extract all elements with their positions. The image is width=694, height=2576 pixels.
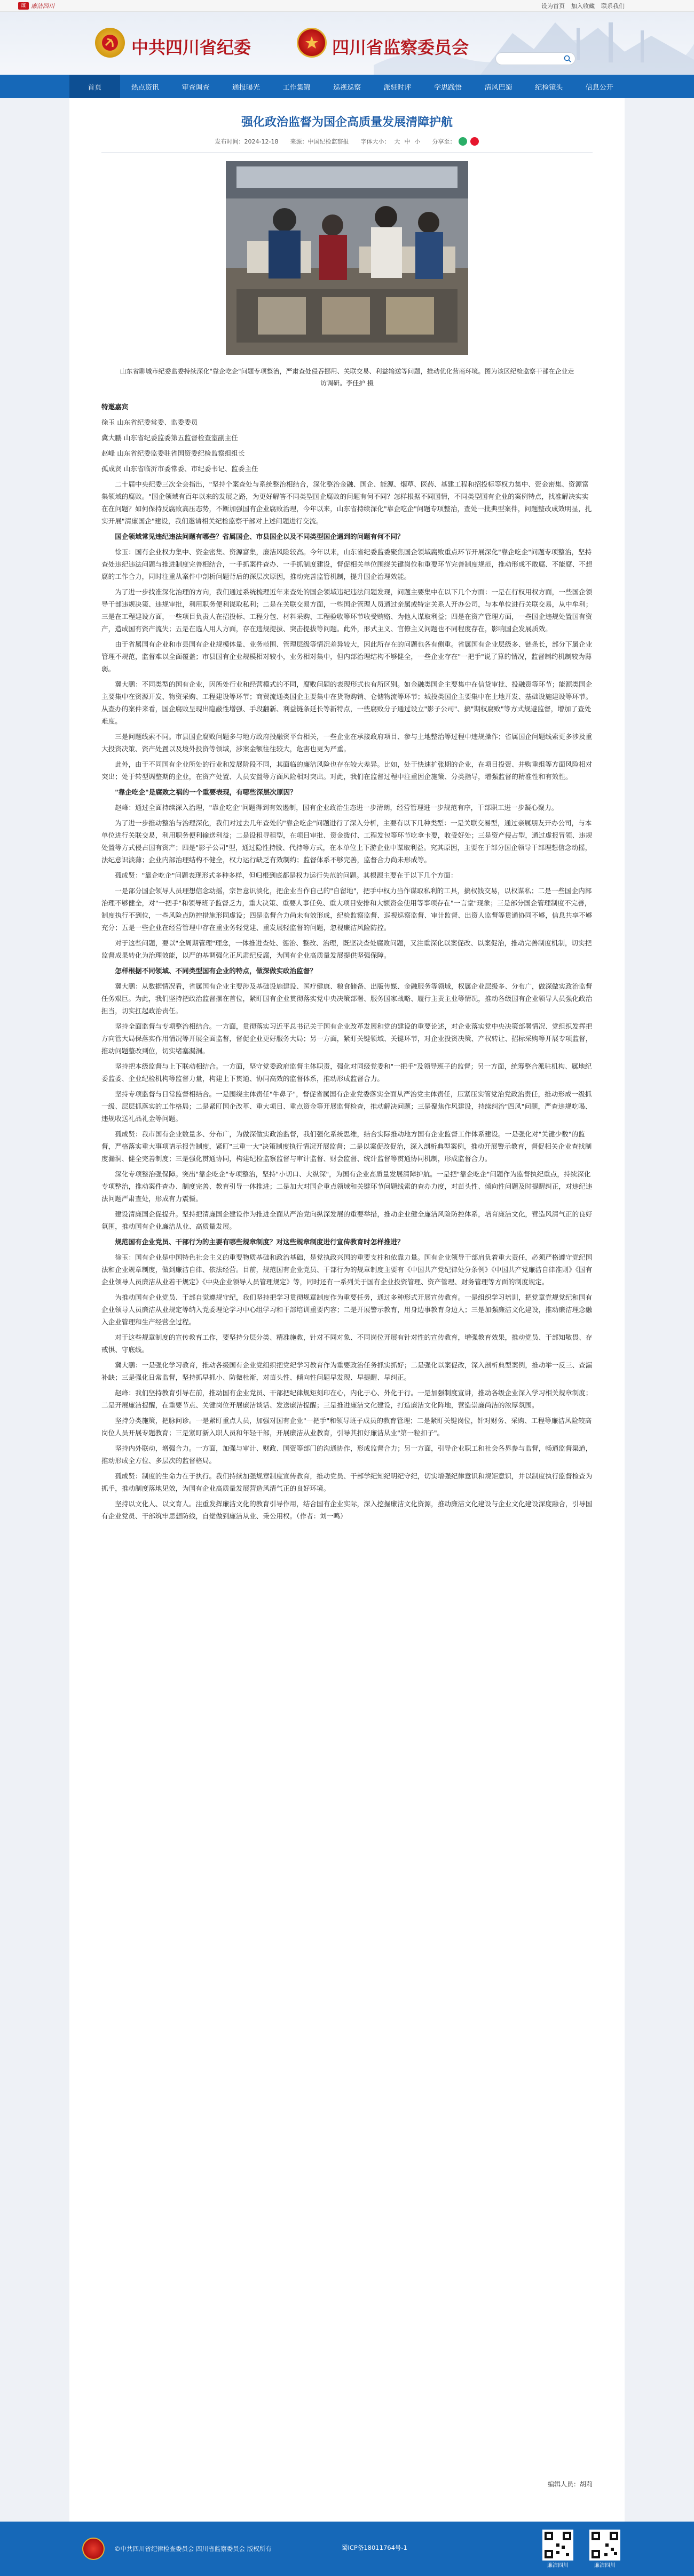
top-strip [0,0,694,12]
nav-item-investigation[interactable]: 审查调查 [182,83,210,92]
article-meta [101,137,593,146]
body-paragraph: 徐玉：国有企业是中国特色社会主义的重要物质基础和政治基础，是党执政兴国的重要支柱和依靠力量。国有企业领导干部肩负着重大责任，必须严格遵守党纪国法和企业规章制度，做到廉洁自律、依法经营。目前，规范国有企业党员、干部行为的规章制度主要有《中国共产党纪律处分条例》《中国共产党廉洁自律准则》《国有企业领导人员廉洁从业若干规定》《中央企业领导人员管理规定》等，同时还有一系列关于国有企业投资管理、资产管理、财务管理等方面的制度规定。 [101,1253,593,1286]
body-paragraph: 二十届中央纪委三次全会指出，"坚持个案查处与系统整治相结合，深化整治金融、国企、能源、烟草、医药、基建工程和招投标等权力集中、资金密集、资源富集领域的腐败。"国企领域有百年以来的发展之路，为更好解答不同类型国企腐败的问题有何不同？怎样根据不同国情，不同类型国有企业的案例特点，找准解决实实在在问题？如何保持反腐败高压态势，不断加强国有企业腐败治理，今年以来，山东省持续深化"靠企吃企"问题专项整治，查处一批典型案件，问题整改成效明显，扎实开展"清廉国企"建设，我们邀请相关纪检监察干部对上述问题进行交流。 [101,480,592,525]
wechat-share-icon[interactable] [459,137,467,146]
search-box [495,52,573,65]
qr-codes [542,2530,620,2569]
footer-copyright: ©中共四川省纪律检查委员会 四川省监察委员会 版权所有 [114,2545,272,2553]
body-paragraph: 坚持内外联动，增强合力。一方面，加强与审计、财政、国资等部门的沟通协作，形成监督合力；另一方面，引导企业职工和社会各界参与监督，畅通监督渠道，推动形成全方位、多层次的监督格局。 [101,1444,593,1465]
party-emblem-icon [95,28,125,58]
qr-label-2: 廉洁四川 [594,2562,616,2569]
body-paragraph: 冀大鹏：不同类型的国有企业，因所处行业和经营模式的不同，腐败问题的表现形式也有所区别。如金融类国企主要集中在信贷审批、投融资等环节；能源类国企主要集中在资源开发、物资采购、工程建设等环节；商贸流通类国企主要集中在货物购销、仓储物流等环节；城投类国企主要集中在土地开发、基础设施建设等环节。从查办的案件来看，国企腐败呈现出隐蔽性增强、手段翻新、利益链条延长等新特点，一些腐败分子通过设立"影子公司"、搞"期权腐败"等方式规避监督，增加了查处难度。 [101,680,593,725]
brand-name: 廉洁四川 [31,2,54,10]
footer-icp[interactable]: 蜀ICP备18011764号-1 [342,2544,407,2551]
nav-item-study[interactable]: 学思践悟 [434,83,462,92]
weibo-share-icon[interactable] [470,137,479,146]
nav-item-work-highlights[interactable]: 工作集锦 [282,83,311,92]
contact-link[interactable]: 联系我们 [601,2,625,10]
body-paragraph: 徐玉：国有企业权力集中、资金密集、资源富集，廉洁风险较高。今年以来，山东省纪委监委聚焦国企领域腐败重点环节开展深化"靠企吃企"问题专项整治，坚持查处违纪违法问题与推进制度完善相结合，一手抓案件查办、一手抓制度建设，督促相关单位围绕关键岗位和重要环节完善制度规范，推动形成不敢腐、不能腐、不想腐的工作合力，同时注重从案件中剖析问题背后的深层次原因，推动完善监管机制，提升国企治理效能。 [101,548,593,581]
body-paragraph: 赵峰 山东省纪委监委驻省国资委纪检监察组组长 [101,449,245,457]
body-paragraph: 孤成贤：制度的生命力在于执行。我们持续加强规章制度宣传教育，推动党员、干部学纪知纪明纪守纪，切实增强纪律意识和规矩意识，并以制度执行监督检查为抓手，推动制度落地见效，为国有企业高质量发展营造风清气正的良好环境。 [101,1472,593,1492]
body-paragraph: 建设清廉国企促提升。坚持把清廉国企建设作为推进全面从严治党向纵深发展的重要举措，推动企业健全廉洁风险防控体系，培育廉洁文化，营造风清气正的良好氛围，推动国有企业廉洁从业、高质量发展。 [101,1210,593,1230]
body-paragraph: 三是问题线索不同。市县国企腐败问题多与地方政府投融资平台相关，一些企业在承接政府项目、参与土地整治等过程中违规操作；省属国企问题线索更多涉及重大投资决策、资产处置以及境外投资等领域，涉案金额往往较大，危害也更为严重。 [101,733,593,753]
font-size-controls [360,137,420,146]
font-size-small[interactable]: 小 [414,138,421,145]
question-heading: 规范国有企业党员、干部行为的主要有哪些规章制度？对这些规章制度进行宣传教育时怎样推进？ [115,1238,404,1246]
body-paragraph: 为推动国有企业党员、干部自觉遵规守纪，我们坚持把学习贯彻规章制度作为重要任务，通过多种形式开展宣传教育。一是组织学习培训，把党章党规党纪和国有企业领导人员廉洁从业规定等纳入党委理论学习中心组学习和干部培训重要内容；二是开展警示教育，用身边事教育身边人；三是加强廉洁文化建设，推动廉洁理念融入企业管理和生产经营全过程。 [101,1293,593,1326]
state-emblem-icon [297,28,327,58]
nav-item-hot-news[interactable]: 热点资讯 [131,83,159,92]
nav-item-home[interactable]: 首页 [69,75,120,98]
qr-code-icon [542,2530,573,2561]
body-paragraph: 孤成贤："靠企吃企"问题表现形式多种多样，但归根到底都是权力运行失范的问题。其根源主要在于以下几个方面： [115,871,458,879]
search-icon[interactable] [562,53,573,65]
photo-caption: 山东省聊城市纪委监委持续深化"靠企吃企"问题专项整治，严肃查处侵吞挪用、关联交易、利益输送等问题，推动优化营商环境。图为该区纪检监察干部在企业走访调研。李佳护 摄 [120,368,574,387]
top-links [541,2,625,10]
body-paragraph: 坚持以文化人、以文育人。注重发挥廉洁文化的教育引导作用，结合国有企业实际，深入挖掘廉洁文化资源，推动廉洁文化建设与企业文化建设深度融合，引导国有企业党员、干部筑牢思想防线，自觉做到廉洁从业、秉公用权。（作者：刘一鸣） [101,1500,593,1520]
site-header [0,12,694,75]
body-paragraph: 此外，由于不同国有企业所处的行业和发展阶段不同，其面临的廉洁风险也存在较大差异。比如，处于快速扩张期的企业，在项目投资、并购重组等方面风险相对突出；处于转型调整期的企业，在资产处置、人员安置等方面风险相对突出。对此，我们在监督过程中注重因企施策、分类指导，增强监督的精准性和有效性。 [101,760,593,781]
nav-item-info-disclosure[interactable]: 信息公开 [585,83,613,92]
section-heading: 特邀嘉宾 [101,403,129,411]
brand-logo-icon: 廉 [18,2,29,10]
article-source: 来源：中国纪检监察报 [290,138,349,145]
publish-date: 发布时间：2024-12-18 [215,138,279,145]
nav-item-stationed-review[interactable]: 派驻时评 [383,83,412,92]
body-paragraph: 赵峰：我们坚持教育引导在前，推动国有企业党员、干部把纪律规矩刻印在心，内化于心、外化于行。一是加强制度宣讲，推动各级企业深入学习相关规章制度；二是开展廉洁提醒，在重要节点、关键岗位开展廉洁谈话、发送廉洁提醒；三是推进廉洁文化建设，打造廉洁文化阵地，营造崇廉尚洁的浓厚氛围。 [101,1389,593,1409]
body-paragraph: 为了进一步找准深化治理的方向，我们通过系统梳理近年来查处的国企领域违纪违法问题发现，问题主要集中在以下几个方面：一是在行权用权方面，一些国企领导干部违规决策、违规审批，利用职务便利谋取私利；二是在关联交易方面，一些国企管理人员通过亲属或特定关系人开办公司，与本单位进行关联交易，从中牟利；三是在工程建设方面，一些项目负责人在招投标、工程分包、材料采购、工程验收等环节收受贿赂、为他人谋取利益；四是在资产管理方面，一些国企违规处置国有资产，造成国有资产流失；五是在选人用人方面，存在违规提拔、突击提拔等问题。此外，形式主义、官僚主义问题也不同程度存在，影响国企发展质效。 [101,588,593,633]
article-container [69,98,625,2522]
body-paragraph: 冀大鹏：从数据情况看，省属国有企业主要涉及基础设施建设、医疗健康、粮食储备、出版传媒、金融服务等领域，权属企业层级多、分布广，做深做实政治监督任务艰巨。为此，我们坚持把政治监督摆在首位，紧盯国有企业贯彻落实党中央决策部署、服务国家战略、履行主责主业等情况，推动各级国有企业领导人员强化政治担当，切实扛起政治责任。 [101,982,593,1015]
nav-item-lens[interactable]: 纪检镜头 [535,83,563,92]
site-footer [0,2522,694,2576]
body-paragraph: 冀大鹏：一是强化学习教育，推动各级国有企业党组织把党纪学习教育作为重要政治任务抓实抓好；二是强化以案促改，深入剖析典型案例，推动举一反三、查漏补缺；三是强化日常监督，坚持抓早抓小、防微杜渐，对苗头性、倾向性问题早发现、早提醒、早纠正。 [101,1361,593,1381]
qr-code-icon [589,2530,620,2561]
body-paragraph: 坚持全面监督与专项整治相结合。一方面，贯彻落实习近平总书记关于国有企业改革发展和党的建设的重要论述，对企业落实党中央决策部署情况、党组织发挥把方向管大局保落实作用情况等开展全面监督，督促企业更好服务大局；另一方面，紧盯关键领域、关键环节，对企业投资决策、产权转让、招标采购等开展专项监督，推动问题整改到位，切实堵塞漏洞。 [101,1022,593,1055]
body-paragraph: 坚持分类施策，把脉问诊。一是紧盯重点人员，加强对国有企业"一把手"和领导班子成员的教育管理；二是紧盯关键岗位，针对财务、采购、工程等廉洁风险较高岗位人员开展专题教育；三是紧盯新入职人员和年轻干部，开展廉洁从业教育，引导其扣好廉洁从业"第一粒扣子"。 [101,1417,592,1437]
nav-item-exposure[interactable]: 通报曝光 [232,83,260,92]
body-paragraph: 坚持把本级监督与上下联动相结合。一方面，坚守党委政府监督主体职责，强化对同级党委和"一把手"及领导班子的监督；另一方面，统筹整合派驻机构、属地纪委监委、企业纪检机构等监督力量，构建上下贯通、协同高效的监督体系，推动形成监督合力。 [101,1062,592,1083]
qr-code-2 [589,2530,620,2569]
body-paragraph: 深化专项整治强保障。突出"靠企吃企"专项整治，坚持"小切口、大纵深"，为国有企业高质量发展清障护航。一是把"靠企吃企"问题作为监督执纪重点，持续深化专项整治，推动案件查办、制度完善、教育引导一体推进；二是加大对国企重点领域和关键环节问题线索的查办力度，对苗头性、倾向性问题及时提醒纠正，对违纪违法问题严肃查处，形成有力震慑。 [101,1170,593,1203]
share-controls [432,137,479,146]
font-size-large[interactable]: 大 [394,138,400,145]
body-paragraph: 赵峰：通过全面持续深入治理，"靠企吃企"问题得到有效遏制，国有企业政治生态进一步清朗，经营管理进一步规范有序，干部职工进一步凝心聚力。 [115,804,558,812]
body-paragraph: 冀大鹏 山东省纪委监委第五监督检查室副主任 [101,434,238,442]
brand[interactable] [18,2,54,10]
question-heading: 怎样根据不同领域、不同类型国有企业的特点，做深做实政治监督？ [115,967,317,975]
body-paragraph: 孤成贤：我市国有企业数量多、分布广，为做深做实政治监督，我们强化系统思维，结合实际推动地方国有企业监督工作体系建设。一是强化对"关键少数"的监督，严格落实重大事项请示报告制度，紧盯"三重一大"决策制度执行情况开展监督；二是以案促改促治，深入剖析典型案例，推动开展警示教育，督促相关企业查找制度漏洞、健全完善制度；三是强化贯通协同，构建纪检监察监督与审计监督、财会监督、统计监督等贯通协同机制，形成监督合力。 [101,1130,592,1163]
body-paragraph: 由于省属国有企业和市县国有企业规模体量、业务范围、管理层级等情况差异较大，因此所存在的问题也各有侧重。省属国有企业层级多、链条长，部分下属企业管理不规范，监督难以全面覆盖；市县国有企业规模相对较小，业务相对集中，但内部治理结构不够健全，一些企业存在"一把手"说了算的情况，监督制约机制较为薄弱。 [101,640,593,673]
add-favorite-link[interactable]: 加入收藏 [571,2,595,10]
meta-divider [101,152,593,153]
qr-code-1 [542,2530,573,2569]
font-size-label: 字体大小： [360,138,390,145]
body-paragraph: 对于这些问题，要以"全周期管理"理念，一体推进查处、惩治、整改、治理，既坚决查处腐败问题，又注重深化以案促改、以案促治，推动完善制度机制，切实把监督成果转化为治理效能，以严的基调强化正风肃纪反腐，为国有企业高质量发展提供坚强保障。 [101,939,592,959]
body-paragraph: 对于这些规章制度的宣传教育工作，要坚持分层分类、精准施教，针对不同对象、不同岗位开展有针对性的宣传教育，增强教育效果，推动党员、干部知敬畏、存戒惧、守底线。 [101,1333,593,1354]
article-photo [226,161,468,355]
article-body [101,401,593,1522]
body-paragraph: 为了进一步推动整治与治理深化，我们对过去几年查处的"靠企吃企"问题进行了深入分析，主要有以下几种类型：一是关联交易型，通过亲属朋友开办公司，与本单位进行关联交易，利用职务便利输送利益；二是设租寻租型，在项目审批、资金拨付、工程发包等环节吃拿卡要，收受好处；三是资产侵占型，通过虚报冒领、违规处置等方式侵占国有资产；四是"影子公司"型，通过隐性持股、代持等方式，在本单位上下游企业中谋取利益。究其原因，主要在于部分国企领导干部理想信念动摇，法纪意识淡薄；企业内部治理结构不健全，权力运行缺乏有效制约；监督体系不够完善，监督合力尚未形成等。 [101,819,593,864]
question-heading: "靠企吃企"是腐败之祸的一个重要表现，有哪些深层次原因？ [115,788,297,796]
body-paragraph: 徐玉 山东省纪委常委、监委委员 [101,418,198,426]
nav-item-inspection[interactable]: 巡视巡察 [333,83,361,92]
body-paragraph: 坚持专项监督与日常监督相结合。一是围绕主体责任"牛鼻子"，督促省属国有企业党委落实全面从严治党主体责任，压紧压实管党治党政治责任，推动形成一级抓一级、层层抓落实的工作格局；二是紧盯国企改革、重大项目、重点资金等开展监督检查，推动解决问题；三是聚焦作风建设，持续纠治"四风"问题，严查违规吃喝、违规收送礼品礼金等问题。 [101,1090,592,1123]
font-size-medium[interactable]: 中 [404,138,411,145]
share-label: 分享至： [432,138,456,145]
set-homepage-link[interactable]: 设为首页 [541,2,565,10]
qr-label-1: 廉洁四川 [547,2562,569,2569]
body-paragraph: 一是部分国企领导人员理想信念动摇，宗旨意识淡化，把企业当作自己的"自留地"，把手中权力当作谋取私利的工具，搞权钱交易，以权谋私；二是一些国企内部治理不够健全，对"一把手"和领导班子监督乏力，重大决策、重要人事任免、重大项目安排和大额资金使用等事项存在"一言堂"现象；三是部分国企管理制度不完善，制度执行不到位，一些风险点防控措施形同虚设；四是监督合力尚未有效形成，纪检监察监督、巡视巡察监督、审计监督、出资人监督等贯通协同不够，信息共享不够充分；五是一些企业在经营管理中存在重业务轻党建、重发展轻监督的问题，忽视廉洁风险防控。 [101,887,593,932]
main-nav [0,75,694,98]
party-title: 中共四川省纪委 [131,37,251,58]
nav-item-clean-bashu[interactable]: 清风巴蜀 [484,83,512,92]
body-paragraph: 孤成贤 山东省临沂市委常委、市纪委书记、监委主任 [101,465,258,473]
editor-credit: 编辑人员：胡莉 [547,2480,593,2488]
article-title: 强化政治监督为国企高质量发展清障护航 [241,116,453,129]
question-heading: 国企领域常见违纪违法问题有哪些？省属国企、市县国企以及不同类型国企遇到的问题有何不同？ [115,532,404,540]
footer-emblem-icon [82,2538,105,2560]
state-title: 四川省监察委员会 [332,37,469,58]
